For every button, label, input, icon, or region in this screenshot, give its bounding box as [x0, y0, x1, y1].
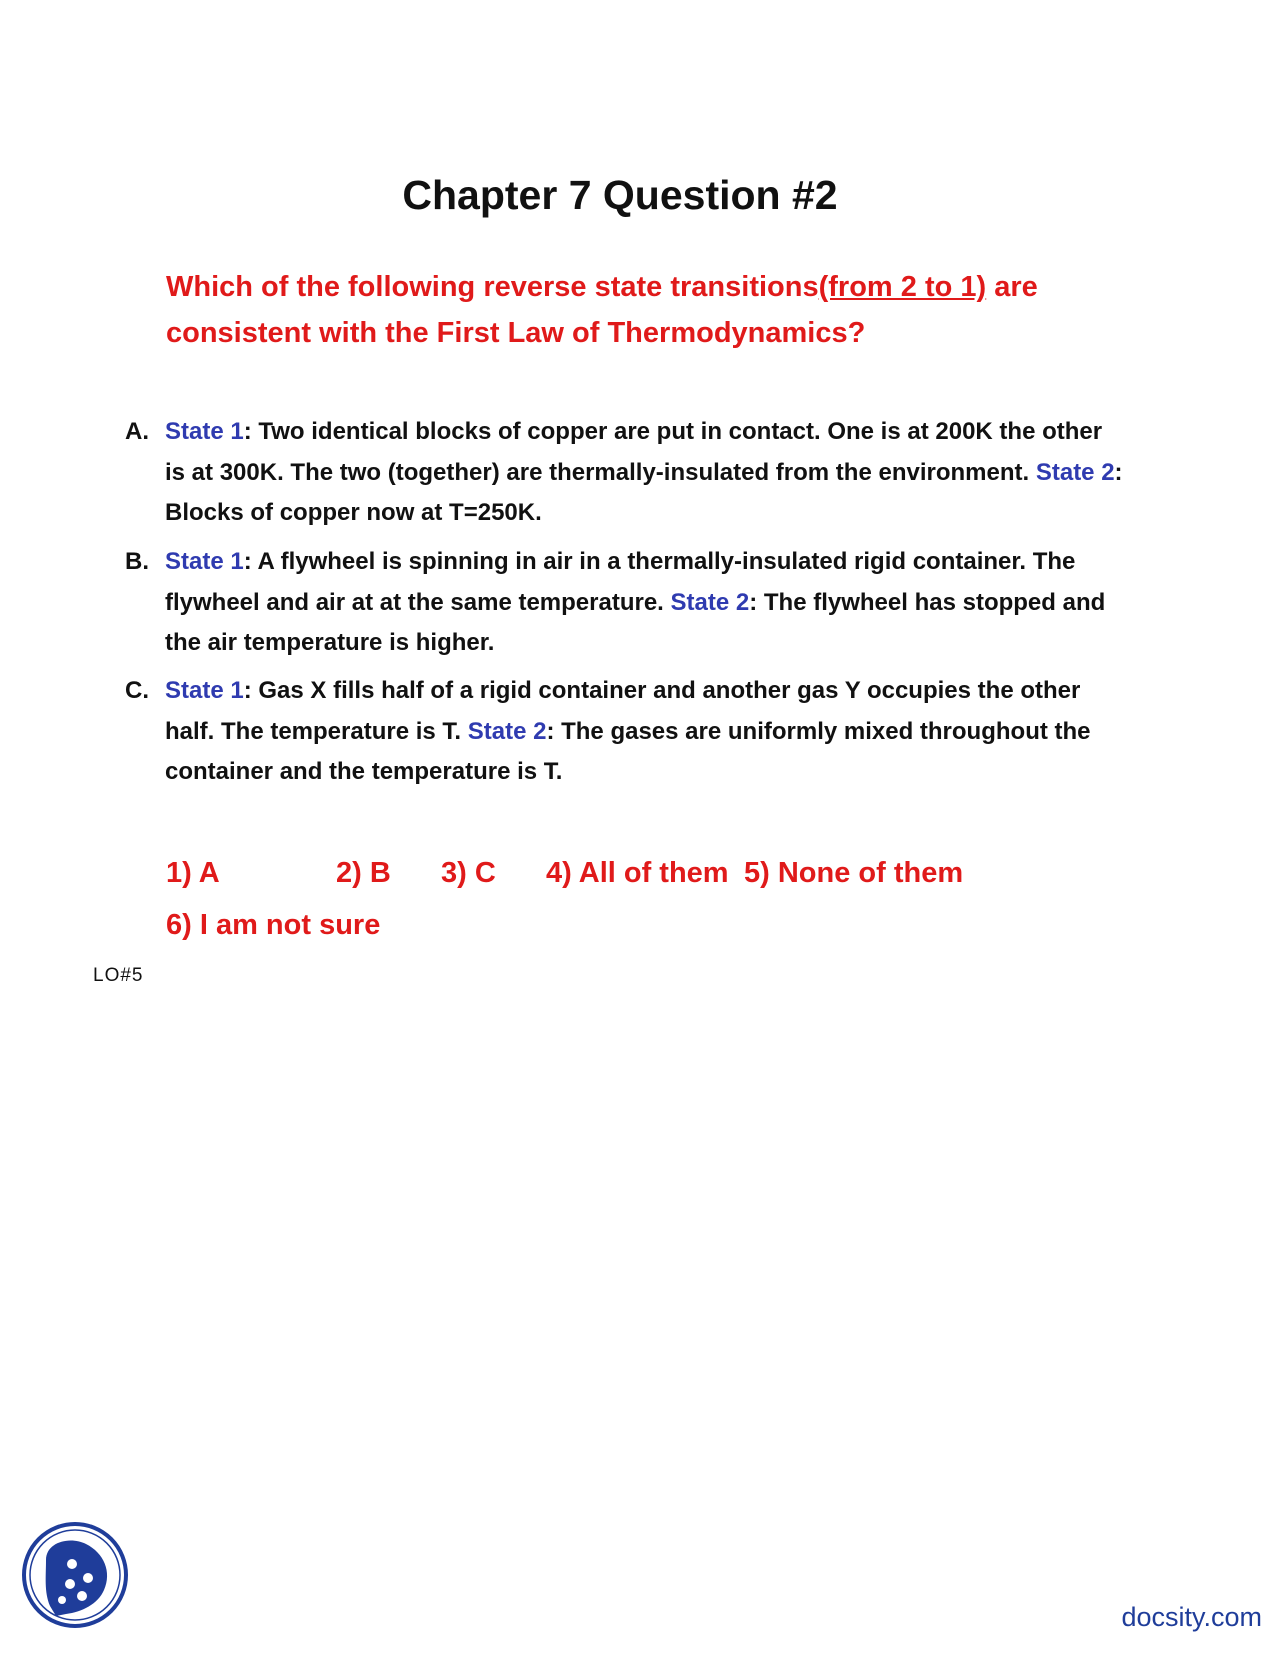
state2-label: State 2	[1035, 458, 1115, 486]
item-c	[125, 671, 1125, 793]
question-part1: Which of the following reverse state transitions	[166, 271, 819, 303]
item-body	[125, 671, 1125, 793]
question-part2: are consistent with the First Law of Thermodynamics?	[166, 271, 1038, 349]
answer-option-3: 3) C	[441, 857, 496, 889]
state1-label: State 1	[165, 418, 244, 445]
answer-option-6: 6) I am not sure	[166, 909, 381, 941]
brand-link[interactable]: docsity.com	[1121, 1602, 1262, 1632]
state1-text: : A flywheel is spinning in air in a thermally-insulated rigid container. The flywheel and air at at the same temperature.	[165, 548, 1076, 616]
question-text	[166, 264, 1126, 356]
state1-text: : Gas X fills half of a rigid container and another gas Y occupies the other half. The temperature is T.	[165, 677, 1081, 745]
state2-text: : The gases are uniformly mixed throughout the container and the temperature is T.	[165, 717, 1091, 785]
page-title: Chapter 7 Question #2	[402, 172, 838, 218]
item-body	[125, 412, 1125, 534]
item-b	[125, 542, 1125, 664]
learning-objective-code: LO#5	[93, 965, 144, 986]
state2-text: : Blocks of copper now at T=250K.	[165, 458, 1123, 526]
question-underlined: (from 2 to 1)	[818, 271, 987, 303]
answer-option-2: 2) B	[336, 857, 391, 889]
item-letter: B.	[125, 548, 149, 575]
docsity-logo-icon	[20, 1520, 130, 1630]
state2-label: State 2	[467, 717, 547, 745]
answer-option-5: 5) None of them	[744, 857, 964, 889]
item-a	[125, 412, 1125, 534]
answer-option-4: 4) All of them	[546, 857, 729, 889]
item-letter: C.	[125, 677, 149, 704]
state1-label: State 1	[165, 548, 244, 575]
state1-text: : Two identical blocks of copper are put in contact. One is at 200K the other is at 300K. The two (together) are thermally-insulated from the environment.	[165, 418, 1103, 486]
state2-text: : The flywheel has stopped and the air temperature is higher.	[165, 588, 1106, 656]
item-body	[125, 542, 1125, 664]
answer-option-1: 1) A	[166, 857, 220, 889]
item-letter: A.	[125, 418, 149, 445]
state2-label: State 2	[670, 588, 750, 616]
state1-label: State 1	[165, 677, 244, 704]
